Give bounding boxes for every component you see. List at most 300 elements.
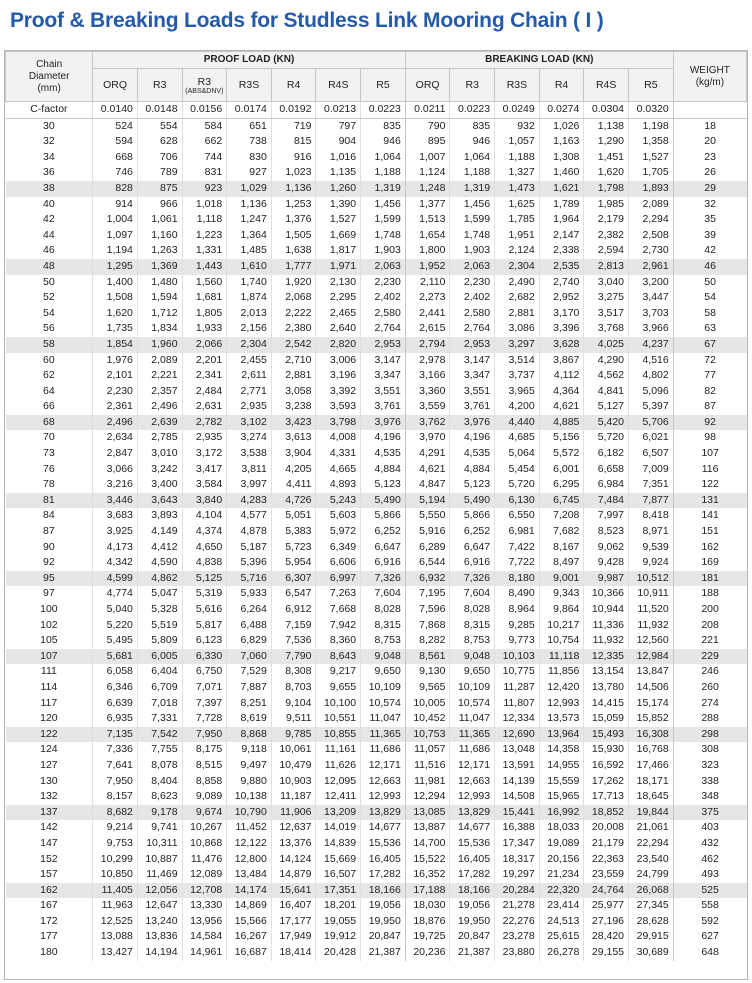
weight-cell: 169	[673, 555, 746, 571]
load-cell: 3,737	[495, 368, 540, 384]
load-cell: 2,341	[182, 368, 227, 384]
load-cell: 6,745	[539, 493, 584, 509]
load-cell: 11,161	[316, 742, 361, 758]
load-cell: 16,407	[271, 898, 316, 914]
load-cell: 8,858	[182, 774, 227, 790]
diameter-cell: 52	[43, 291, 55, 304]
weight-cell: 92	[673, 415, 746, 431]
table-row	[6, 384, 747, 400]
load-cell: 13,836	[137, 929, 182, 945]
proof-grade-header	[227, 69, 272, 102]
load-cell: 3,010	[137, 446, 182, 462]
diameter-cell: 68	[6, 415, 93, 431]
load-cell: 4,196	[450, 430, 495, 446]
load-cell: 7,331	[137, 711, 182, 727]
load-cell: 18,876	[405, 914, 450, 930]
load-cell: 1,194	[93, 243, 138, 259]
load-cell: 10,479	[271, 758, 316, 774]
load-cell: 5,550	[405, 508, 450, 524]
diameter-cell: 64	[43, 384, 55, 397]
load-cell: 1,621	[539, 181, 584, 197]
load-cell: 966	[137, 197, 182, 213]
diameter-cell: 54	[43, 306, 55, 319]
load-cell: 5,495	[93, 633, 138, 649]
load-cell: 1,800	[405, 243, 450, 259]
load-cell: 2,304	[227, 337, 272, 353]
load-cell: 12,800	[227, 852, 272, 868]
load-cell: 8,971	[629, 524, 674, 540]
load-cell: 1,638	[271, 243, 316, 259]
load-cell: 2,615	[405, 321, 450, 337]
table-row	[6, 181, 747, 197]
load-cell: 19,056	[450, 898, 495, 914]
load-cell: 6,021	[629, 430, 674, 446]
load-cell: 3,086	[495, 321, 540, 337]
load-cell: 9,048	[361, 649, 406, 665]
load-cell: 5,706	[629, 415, 674, 431]
table-row	[6, 508, 747, 524]
load-cell: 5,572	[539, 446, 584, 462]
load-cell: 11,807	[495, 696, 540, 712]
diameter-cell: 114	[40, 680, 58, 693]
load-cell: 10,311	[137, 836, 182, 852]
diameter-cell: 107	[6, 649, 93, 665]
load-cell: 3,238	[271, 399, 316, 415]
load-cell: 5,519	[137, 618, 182, 634]
load-cell: 12,095	[316, 774, 361, 790]
load-cell: 7,790	[271, 649, 316, 665]
load-cell: 4,025	[584, 337, 629, 353]
load-cell: 4,237	[629, 337, 674, 353]
breaking-grade-header: R3S	[495, 69, 540, 102]
load-cell: 24,513	[539, 914, 584, 930]
diameter-cell: 73	[43, 447, 55, 460]
load-cell: 1,263	[137, 243, 182, 259]
grade-header-row	[6, 69, 747, 102]
load-cell: 3,147	[361, 353, 406, 369]
load-cell: 18,166	[361, 883, 406, 899]
load-cell: 628	[137, 134, 182, 150]
load-cell: 18,645	[629, 789, 674, 805]
load-cell: 14,961	[182, 945, 227, 961]
load-cell: 10,868	[182, 836, 227, 852]
diameter-cell: 111	[40, 665, 57, 678]
mooring-chain-table-frame	[4, 50, 748, 980]
load-cell: 5,243	[316, 493, 361, 509]
load-cell: 3,102	[227, 415, 272, 431]
load-cell: 4,535	[450, 446, 495, 462]
load-cell: 1,247	[227, 212, 272, 228]
load-cell: 25,615	[539, 929, 584, 945]
load-cell: 11,047	[450, 711, 495, 727]
load-cell: 1,560	[182, 275, 227, 291]
weight-header-line: (kg/m)	[695, 76, 725, 88]
load-cell: 1,064	[361, 150, 406, 166]
load-cell: 6,981	[495, 524, 540, 540]
load-cell: 3,417	[182, 462, 227, 478]
weight-cell: 72	[673, 353, 746, 369]
table-row	[6, 852, 747, 868]
load-cell: 1,480	[137, 275, 182, 291]
load-cell: 7,722	[495, 555, 540, 571]
load-cell: 10,574	[450, 696, 495, 712]
load-cell: 5,328	[137, 602, 182, 618]
load-cell: 7,351	[629, 477, 674, 493]
load-cell: 9,048	[450, 649, 495, 665]
diameter-cell: 147	[40, 836, 58, 849]
load-cell: 18,317	[495, 852, 540, 868]
table-row	[6, 337, 747, 353]
table-row	[6, 774, 747, 790]
load-cell: 13,780	[584, 680, 629, 696]
weight-cell: 274	[673, 696, 746, 712]
load-cell: 6,829	[227, 633, 272, 649]
load-cell: 923	[182, 181, 227, 197]
load-cell: 2,771	[227, 384, 272, 400]
load-cell: 5,123	[450, 477, 495, 493]
proof-grade-header	[271, 69, 316, 102]
load-cell: 10,903	[271, 774, 316, 790]
load-cell: 26,068	[629, 883, 674, 899]
load-cell: 831	[182, 165, 227, 181]
load-cell: 13,209	[316, 805, 361, 821]
weight-cell: 348	[673, 789, 746, 805]
load-cell: 6,916	[361, 555, 406, 571]
load-cell: 15,059	[584, 711, 629, 727]
load-cell: 5,396	[227, 555, 272, 571]
load-cell: 2,881	[271, 368, 316, 384]
load-cell: 4,411	[271, 477, 316, 493]
load-cell: 16,507	[316, 867, 361, 883]
load-cell: 15,174	[629, 696, 674, 712]
load-cell: 13,154	[584, 664, 629, 680]
diameter-cell: 76	[43, 462, 55, 475]
load-cell: 738	[227, 134, 272, 150]
load-cell: 15,522	[405, 852, 450, 868]
weight-cell: 107	[673, 446, 746, 462]
load-cell: 1,253	[271, 197, 316, 213]
load-cell: 1,903	[361, 243, 406, 259]
load-cell: 2,201	[182, 353, 227, 369]
load-cell: 1,789	[539, 197, 584, 213]
load-cell: 7,682	[539, 524, 584, 540]
table-row	[6, 197, 747, 213]
load-cell: 3,297	[495, 337, 540, 353]
load-cell: 9,650	[361, 664, 406, 680]
grade-label: R3S	[238, 79, 260, 91]
load-cell: 9,104	[271, 696, 316, 712]
weight-cell: 50	[673, 275, 746, 291]
load-cell: 14,508	[495, 789, 540, 805]
load-cell: 4,331	[316, 446, 361, 462]
load-cell: 5,156	[539, 430, 584, 446]
load-cell: 1,364	[227, 228, 272, 244]
diameter-cell: 62	[43, 369, 55, 382]
load-cell: 2,361	[93, 399, 138, 415]
load-cell: 4,291	[405, 446, 450, 462]
load-cell: 11,469	[137, 867, 182, 883]
load-cell: 5,916	[405, 524, 450, 540]
load-cell: 1,620	[93, 306, 138, 322]
load-cell: 4,562	[584, 368, 629, 384]
load-cell: 10,109	[361, 680, 406, 696]
load-cell: 14,415	[584, 696, 629, 712]
load-cell: 6,606	[316, 555, 361, 571]
load-cell: 1,748	[450, 228, 495, 244]
load-cell: 2,961	[629, 259, 674, 275]
load-cell: 10,005	[405, 696, 450, 712]
load-cell: 6,182	[584, 446, 629, 462]
load-cell: 6,932	[405, 571, 450, 587]
weight-cell: 58	[673, 306, 746, 322]
diameter-cell: 105	[40, 634, 58, 647]
load-cell: 8,078	[137, 758, 182, 774]
load-cell: 797	[316, 118, 361, 134]
load-cell: 1,798	[584, 181, 629, 197]
diameter-cell: 56	[43, 322, 55, 335]
load-cell: 719	[271, 118, 316, 134]
diameter-header-line: Chain	[36, 58, 63, 70]
load-cell: 3,423	[271, 415, 316, 431]
load-cell: 830	[227, 150, 272, 166]
load-cell: 7,422	[495, 540, 540, 556]
load-cell: 3,811	[227, 462, 272, 478]
load-cell: 9,539	[629, 540, 674, 556]
load-cell: 3,274	[227, 430, 272, 446]
load-cell: 22,320	[539, 883, 584, 899]
load-cell: 0.0211	[405, 102, 450, 119]
load-cell: 2,304	[495, 259, 540, 275]
load-cell: 2,147	[539, 228, 584, 244]
load-cell: 9,285	[495, 618, 540, 634]
load-cell: 662	[182, 134, 227, 150]
load-cell: 1,135	[316, 165, 361, 181]
load-cell: 11,405	[93, 883, 138, 899]
load-cell: 1,740	[227, 275, 272, 291]
load-cell: 4,412	[137, 540, 182, 556]
load-cell: 3,970	[405, 430, 450, 446]
load-cell: 12,560	[629, 633, 674, 649]
load-cell: 8,753	[361, 633, 406, 649]
weight-cell: 87	[673, 399, 746, 415]
weight-cell: 67	[673, 337, 746, 353]
load-cell: 5,397	[629, 399, 674, 415]
load-cell: 1,817	[316, 243, 361, 259]
weight-cell: 323	[673, 758, 746, 774]
load-cell: 24,799	[629, 867, 674, 883]
load-cell: 10,138	[227, 789, 272, 805]
proof-grade-header	[137, 69, 182, 102]
diameter-cell: 157	[40, 868, 58, 881]
weight-header	[673, 52, 746, 102]
load-cell: 8,561	[405, 649, 450, 665]
load-cell: 6,984	[584, 477, 629, 493]
weight-cell: 77	[673, 368, 746, 384]
load-cell: 10,267	[182, 820, 227, 836]
diameter-cell: 162	[6, 883, 93, 899]
load-cell: 12,993	[539, 696, 584, 712]
table-row	[6, 649, 747, 665]
load-cell: 11,626	[316, 758, 361, 774]
weight-cell: 648	[673, 945, 746, 961]
load-cell: 4,665	[316, 462, 361, 478]
load-cell: 16,768	[629, 742, 674, 758]
load-cell: 4,621	[539, 399, 584, 415]
load-cell: 5,866	[361, 508, 406, 524]
load-cell: 20,008	[584, 820, 629, 836]
load-cell: 1,026	[539, 118, 584, 134]
load-cell: 8,028	[361, 602, 406, 618]
load-cell: 5,723	[271, 540, 316, 556]
load-cell: 6,912	[271, 602, 316, 618]
load-cell: 9,674	[182, 805, 227, 821]
load-cell: 1,295	[93, 259, 138, 275]
load-cell: 1,777	[271, 259, 316, 275]
load-cell: 7,018	[137, 696, 182, 712]
weight-cell: 308	[673, 742, 746, 758]
weight-cell: 54	[673, 290, 746, 306]
load-cell: 4,884	[361, 462, 406, 478]
load-cell: 1,390	[316, 197, 361, 213]
load-cell: 4,884	[450, 462, 495, 478]
load-cell: 3,447	[629, 290, 674, 306]
load-cell: 5,383	[271, 524, 316, 540]
load-cell: 12,708	[182, 883, 227, 899]
load-cell: 3,613	[271, 430, 316, 446]
load-cell: 16,267	[227, 929, 272, 945]
load-cell: 1,057	[495, 134, 540, 150]
load-cell: 10,790	[227, 805, 272, 821]
load-cell: 4,104	[182, 508, 227, 524]
page-title: Proof & Breaking Loads for Studless Link Mooring Chain ( I )	[10, 9, 604, 32]
load-cell: 3,517	[584, 306, 629, 322]
load-cell: 1,610	[227, 259, 272, 275]
load-cell: 1,508	[93, 290, 138, 306]
weight-cell: 558	[673, 898, 746, 914]
load-cell: 1,260	[316, 181, 361, 197]
load-cell: 6,289	[405, 540, 450, 556]
table-row	[6, 914, 747, 930]
diameter-cell: 40	[43, 197, 55, 210]
diameter-cell: 87	[43, 525, 55, 538]
load-cell: 3,040	[584, 275, 629, 291]
load-cell: 2,441	[405, 306, 450, 322]
breaking-load-header: BREAKING LOAD (KN)	[405, 52, 673, 69]
load-cell: 17,713	[584, 789, 629, 805]
load-cell: 2,089	[629, 197, 674, 213]
table-row	[6, 290, 747, 306]
load-cell: 9,089	[182, 789, 227, 805]
table-row	[6, 571, 747, 587]
table-row	[6, 446, 747, 462]
load-cell: 1,163	[539, 134, 584, 150]
load-cell: 2,740	[539, 275, 584, 291]
table-row	[6, 805, 747, 821]
load-cell: 0.0174	[227, 102, 272, 119]
load-cell: 21,387	[361, 945, 406, 961]
load-cell: 8,753	[450, 633, 495, 649]
load-cell: 9,741	[137, 820, 182, 836]
load-cell: 7,060	[227, 649, 272, 665]
load-cell: 8,515	[182, 758, 227, 774]
load-cell: 8,360	[316, 633, 361, 649]
load-cell: 6,001	[539, 462, 584, 478]
load-cell: 2,634	[93, 430, 138, 446]
load-cell: 15,852	[629, 711, 674, 727]
load-cell: 8,682	[93, 805, 138, 821]
load-table	[5, 51, 747, 961]
load-cell: 7,159	[271, 618, 316, 634]
table-row	[6, 321, 747, 337]
load-cell: 19,056	[361, 898, 406, 914]
load-cell: 14,839	[316, 836, 361, 852]
load-cell: 21,234	[539, 867, 584, 883]
load-cell: 4,342	[93, 555, 138, 571]
proof-load-header: PROOF LOAD (KN)	[93, 52, 406, 69]
load-cell: 12,294	[405, 789, 450, 805]
load-cell: 1,625	[495, 197, 540, 213]
load-cell: 1,735	[93, 321, 138, 337]
load-cell: 3,997	[227, 477, 272, 493]
load-cell: 8,497	[539, 555, 584, 571]
load-cell: 3,798	[316, 415, 361, 431]
load-cell: 20,847	[450, 929, 495, 945]
load-cell: 0.0223	[450, 102, 495, 119]
table-row	[6, 150, 747, 166]
proof-grade-header	[361, 69, 406, 102]
load-cell: 1,785	[495, 212, 540, 228]
weight-cell: 260	[673, 680, 746, 696]
load-cell: 9,130	[405, 664, 450, 680]
load-cell: 5,096	[629, 384, 674, 400]
load-cell: 5,051	[271, 508, 316, 524]
load-cell: 2,764	[361, 321, 406, 337]
weight-cell: 462	[673, 852, 746, 868]
load-cell: 17,188	[405, 883, 450, 899]
load-cell: 14,194	[137, 945, 182, 961]
load-cell: 13,887	[405, 820, 450, 836]
load-cell: 3,147	[450, 353, 495, 369]
load-cell: 7,326	[361, 571, 406, 587]
load-cell: 5,064	[495, 446, 540, 462]
chain-diameter-header	[6, 52, 93, 102]
load-cell: 8,964	[495, 602, 540, 618]
load-cell: 28,628	[629, 914, 674, 930]
load-cell: 1,248	[405, 181, 450, 197]
load-cell: 2,785	[137, 430, 182, 446]
load-cell: 2,611	[227, 368, 272, 384]
load-cell: 6,252	[361, 524, 406, 540]
load-cell: 29,155	[584, 945, 629, 961]
load-cell: 1,874	[227, 290, 272, 306]
load-cell: 17,262	[584, 774, 629, 790]
load-cell: 14,019	[316, 820, 361, 836]
load-cell: 11,476	[182, 852, 227, 868]
load-cell: 6,507	[629, 446, 674, 462]
load-cell: 1,124	[405, 165, 450, 181]
load-cell: 9,785	[271, 727, 316, 743]
load-cell: 1,358	[629, 134, 674, 150]
load-cell: 11,686	[450, 742, 495, 758]
weight-cell: 20	[673, 134, 746, 150]
weight-cell: 82	[673, 384, 746, 400]
table-row	[6, 462, 747, 478]
load-cell: 8,703	[271, 680, 316, 696]
load-cell: 1,118	[182, 212, 227, 228]
load-cell: 7,135	[93, 727, 138, 743]
diameter-cell: 122	[6, 727, 93, 743]
weight-cell: 39	[673, 228, 746, 244]
